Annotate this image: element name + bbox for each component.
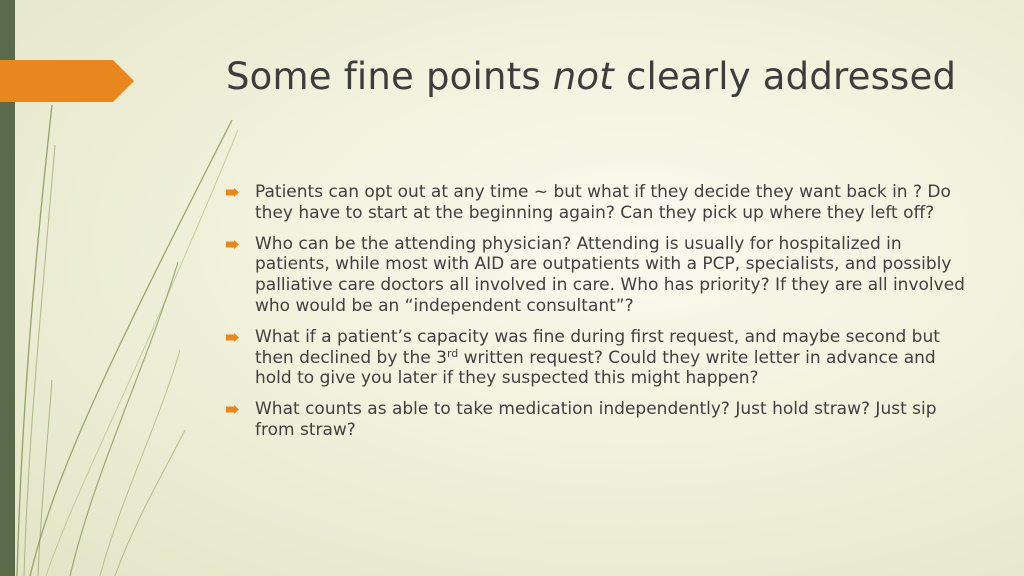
bullet-item xyxy=(226,182,966,224)
bullet-text: Patients can opt out at any time ~ but what if they decide they want back in ? Do they have to start at the beginning again? Can they pick up where they left off? xyxy=(255,182,951,223)
bullet-item xyxy=(226,327,966,389)
bullet-item xyxy=(226,234,966,317)
title-emphasis: not xyxy=(552,55,614,98)
bullet-text xyxy=(255,327,940,389)
bullet-item xyxy=(226,399,966,441)
title-arrow-icon xyxy=(0,60,134,102)
bullet-text-after: written request? Could they write letter in advance and hold to give you later if they suspected this might happen? xyxy=(255,347,936,389)
arrow-bullet-icon xyxy=(226,405,239,414)
bullet-text-before: What if a patient’s capacity was fine during first request, and maybe second but then declined by the 3 xyxy=(255,326,940,368)
arrow-bullet-icon xyxy=(226,333,239,342)
title-part-1: Some fine points xyxy=(226,55,553,98)
bullet-text: Who can be the attending physician? Attending is usually for hospitalized in patients, while most with AID are outpatients with a PCP, specialists, and possibly palliative care doctors all involved in care. Who has priority? If they are all involved who would be an “independent consultant”? xyxy=(255,233,965,316)
ordinal-suffix: rd xyxy=(446,346,459,360)
bullet-text: What counts as able to take medication independently? Just hold straw? Just sip from straw? xyxy=(255,399,937,440)
title-part-2: clearly addressed xyxy=(613,55,957,98)
bullet-list xyxy=(226,182,966,451)
arrow-bullet-icon xyxy=(226,188,239,197)
arrow-bullet-icon xyxy=(226,240,239,249)
slide-title xyxy=(226,55,956,98)
